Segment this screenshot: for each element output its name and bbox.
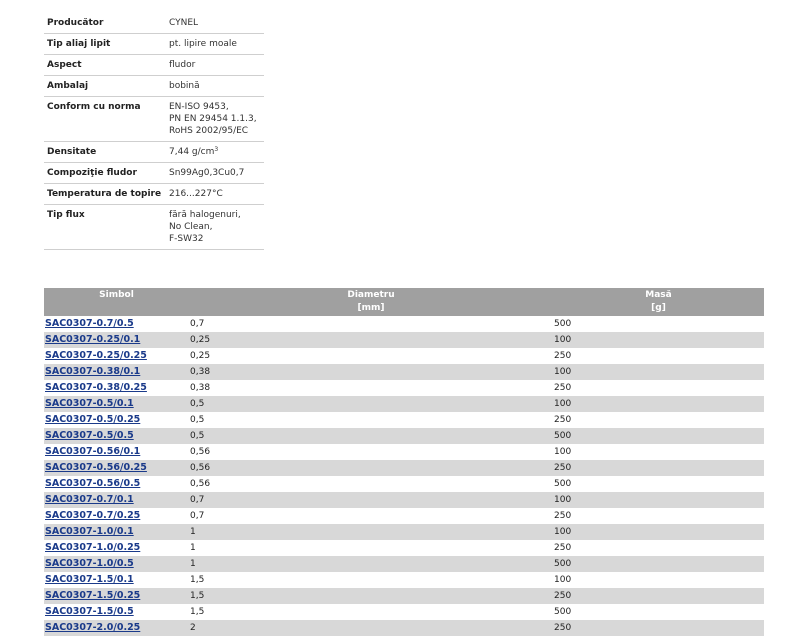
product-symbol-link[interactable]: SAC0307-0.56/0.1 [45,446,141,457]
spec-value-text: pt. lipire moale [169,39,237,49]
mass-cell: 500 [554,318,572,329]
symbol-cell [44,348,189,364]
product-symbol-link[interactable]: SAC0307-0.5/0.25 [45,414,141,425]
table-row [44,492,764,508]
product-symbol-link[interactable]: SAC0307-0.25/0.25 [45,350,147,361]
spec-table [44,13,264,250]
spec-value [166,55,264,76]
spec-value [166,76,264,97]
product-symbol-link[interactable]: SAC0307-0.56/0.25 [45,462,147,473]
spec-label: Aspect [44,55,166,76]
table-row [44,604,764,620]
table-row [44,316,764,332]
product-symbol-link[interactable]: SAC0307-1.5/0.1 [45,574,134,585]
product-symbol-link[interactable]: SAC0307-0.25/0.1 [45,334,141,345]
symbol-cell [44,556,189,572]
header-mass-unit: [g] [651,303,666,313]
mass-cell: 100 [553,396,764,412]
table-row [44,412,764,428]
product-symbol-link[interactable]: SAC0307-0.38/0.1 [45,366,141,377]
spec-label: Ambalaj [44,76,166,97]
mass-cell: 250 [554,542,572,553]
header-mass-title: Masă [645,290,672,300]
mass-cell: 100 [554,446,572,457]
mass-cell: 250 [553,620,764,636]
table-row [44,348,764,364]
symbol-cell [44,620,189,636]
mass-cell: 500 [554,478,572,489]
header-symbol-title: Simbol [99,290,134,300]
spec-value [166,142,264,163]
table-row [44,572,764,588]
mass-cell: 100 [553,492,764,508]
diameter-cell: 0,38 [189,364,553,380]
spec-row [44,184,264,205]
spec-label: Tip aliaj lipit [44,34,166,55]
spec-value [166,205,264,250]
table-row [44,588,764,604]
product-symbol-link[interactable]: SAC0307-1.0/0.1 [45,526,134,537]
header-diameter-unit: [mm] [357,303,385,313]
diameter-cell: 0,56 [189,460,553,476]
spec-value-text: 7,44 g/cm [169,147,215,157]
header-diameter [189,288,553,316]
diameter-cell: 1 [190,542,196,553]
table-row [44,396,764,412]
diameter-cell: 1 [189,524,553,540]
table-row [44,332,764,348]
product-symbol-link[interactable]: SAC0307-0.7/0.1 [45,494,134,505]
spec-label: Densitate [44,142,166,163]
spec-row [44,205,264,250]
symbol-cell [44,444,189,460]
spec-label: Conform cu norma [44,97,166,142]
table-row [44,524,764,540]
spec-value-superscript: 3 [214,146,219,153]
symbol-cell [44,428,189,444]
symbol-cell [44,572,189,588]
product-symbol-link[interactable]: SAC0307-0.38/0.25 [45,382,147,393]
diameter-cell: 1 [189,556,553,572]
symbol-cell [44,316,189,332]
diameter-cell: 0,25 [189,332,553,348]
spec-value-text: fludor [169,60,196,70]
product-symbol-link[interactable]: SAC0307-0.56/0.5 [45,478,141,489]
spec-label: Tip flux [44,205,166,250]
product-symbol-link[interactable]: SAC0307-2.0/0.25 [45,622,141,633]
mass-cell: 100 [553,332,764,348]
mass-cell: 100 [554,574,572,585]
spec-row [44,97,264,142]
symbol-cell [44,396,189,412]
symbol-cell [44,508,189,524]
table-row [44,380,764,396]
mass-cell: 250 [554,414,572,425]
spec-row [44,34,264,55]
diameter-cell: 0,38 [190,382,211,393]
product-symbol-link[interactable]: SAC0307-1.0/0.25 [45,542,141,553]
spec-value [166,184,264,205]
mass-cell: 500 [553,556,764,572]
product-table [44,288,764,636]
spec-row [44,163,264,184]
mass-cell: 250 [554,382,572,393]
table-row [44,620,764,636]
diameter-cell: 0,56 [190,478,211,489]
product-symbol-link[interactable]: SAC0307-0.7/0.25 [45,510,141,521]
spec-row [44,13,264,34]
mass-cell: 250 [553,460,764,476]
header-symbol [44,288,189,316]
diameter-cell: 0,7 [190,318,205,329]
spec-value [166,97,264,142]
spec-row [44,142,264,163]
product-symbol-link[interactable]: SAC0307-1.5/0.5 [45,606,134,617]
table-row [44,444,764,460]
diameter-cell: 1,5 [190,606,205,617]
symbol-cell [44,380,189,396]
table-row [44,428,764,444]
spec-value-text: EN-ISO 9453, PN EN 29454 1.1.3, RoHS 2002/95/EC [169,102,257,136]
spec-value-text: 216...227°C [169,189,223,199]
symbol-cell [44,332,189,348]
symbol-cell [44,540,189,556]
mass-cell: 250 [553,588,764,604]
diameter-cell: 2 [189,620,553,636]
symbol-cell [44,604,189,620]
product-symbol-link[interactable]: SAC0307-0.7/0.5 [45,318,134,329]
product-symbol-link[interactable]: SAC0307-1.0/0.5 [45,558,134,569]
diameter-cell: 0,5 [189,428,553,444]
table-row [44,540,764,556]
spec-value-text: CYNEL [169,18,199,28]
symbol-cell [44,364,189,380]
spec-label: Temperatura de topire [44,184,166,205]
spec-row [44,76,264,97]
spec-value [166,163,264,184]
product-symbol-link[interactable]: SAC0307-0.5/0.5 [45,430,134,441]
table-row [44,508,764,524]
mass-cell: 100 [553,364,764,380]
table-row [44,364,764,380]
spec-value [166,34,264,55]
diameter-cell: 0,56 [190,446,211,457]
diameter-cell: 0,7 [190,510,205,521]
mass-cell: 500 [553,428,764,444]
spec-value-text: fără halogenuri, No Clean, F-SW32 [169,210,241,244]
symbol-cell [44,412,189,428]
mass-cell: 500 [554,606,572,617]
spec-label: Compoziţie fludor [44,163,166,184]
product-symbol-link[interactable]: SAC0307-1.5/0.25 [45,590,141,601]
spec-value [166,13,264,34]
symbol-cell [44,524,189,540]
table-row [44,556,764,572]
diameter-cell: 0,5 [189,396,553,412]
diameter-cell: 1,5 [190,574,205,585]
spec-value-text: Sn99Ag0,3Cu0,7 [169,168,245,178]
mass-cell: 100 [553,524,764,540]
symbol-cell [44,460,189,476]
table-row [44,460,764,476]
product-symbol-link[interactable]: SAC0307-0.5/0.1 [45,398,134,409]
mass-cell: 250 [554,510,572,521]
diameter-cell: 0,5 [190,414,205,425]
symbol-cell [44,588,189,604]
spec-value-text: bobină [169,81,200,91]
symbol-cell [44,476,189,492]
table-row [44,476,764,492]
header-diameter-title: Diametru [347,290,395,300]
diameter-cell: 0,7 [189,492,553,508]
diameter-cell: 0,25 [190,350,211,361]
spec-row [44,55,264,76]
header-mass [553,288,764,316]
mass-cell: 250 [554,350,572,361]
diameter-cell: 1,5 [189,588,553,604]
spec-label: Producător [44,13,166,34]
symbol-cell [44,492,189,508]
product-table-header [44,288,764,316]
